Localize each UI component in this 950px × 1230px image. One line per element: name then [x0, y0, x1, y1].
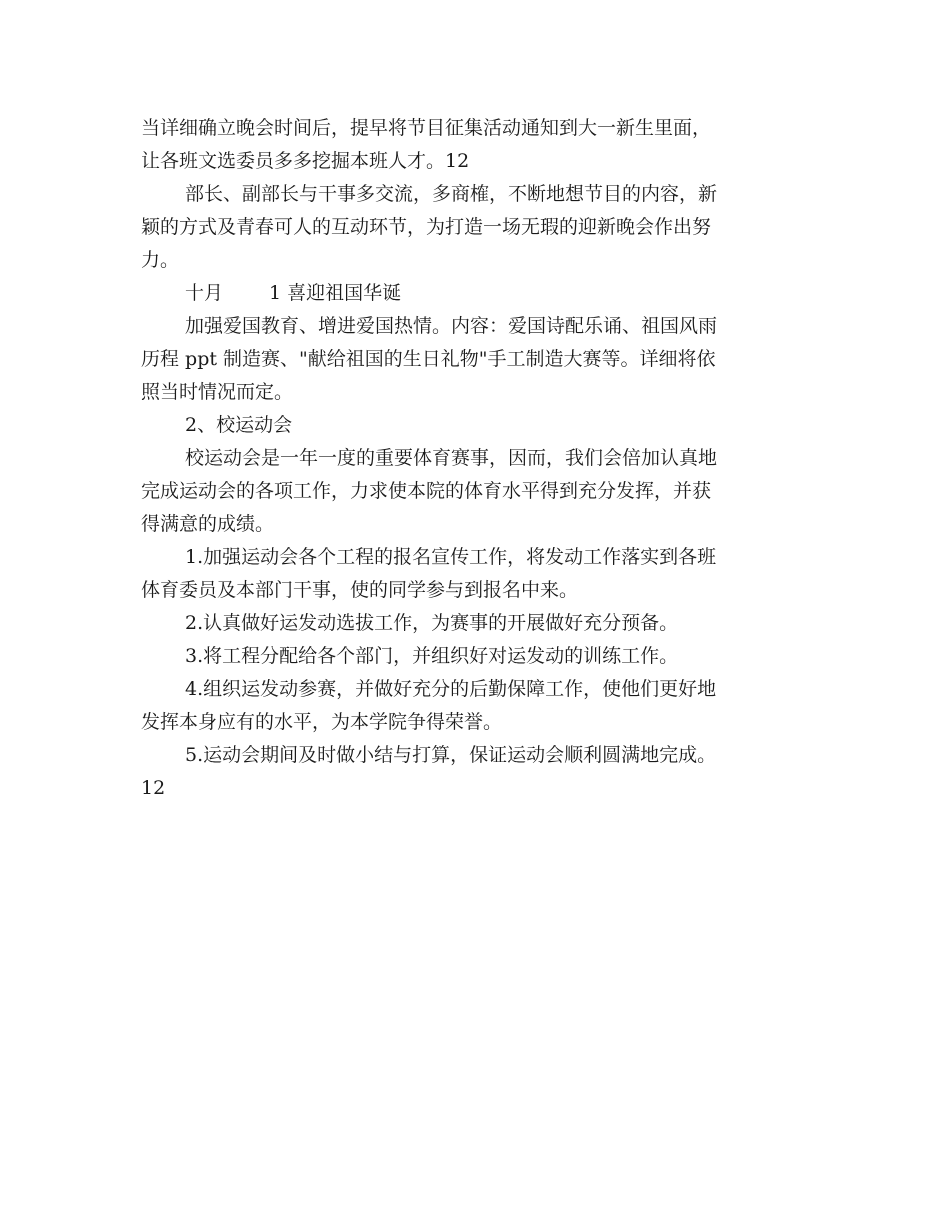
- text-line: 发挥本身应有的水平，为本学院争得荣誉。: [141, 711, 503, 733]
- list-item-3: [141, 640, 813, 673]
- text-line: 历程 ppt 制造赛、"献给祖国的生日礼物"手工制造大赛等。详细将依: [141, 348, 716, 370]
- text-line: 力。: [141, 249, 180, 271]
- heading-item: 1 喜迎祖国华诞: [269, 282, 402, 304]
- text-line: 3.将工程分配给各个部门，并组织好对运发动的训练工作。: [185, 645, 679, 667]
- text-line: 加强爱国教育、增进爱国热情。内容：爱国诗配乐诵、祖国风雨: [185, 315, 718, 337]
- text-line: 当详细确立晚会时间后，提早将节目征集活动通知到大一新生里面，: [141, 117, 712, 139]
- text-line: 照当时情况而定。: [141, 381, 294, 403]
- text-line: 颖的方式及青春可人的互动环节，为打造一场无瑕的迎新晚会作出努: [141, 216, 712, 238]
- paragraph-patriotic-education: [141, 310, 813, 409]
- text-line: 体育委员及本部门干事，使的同学参与到报名中来。: [141, 579, 579, 601]
- text-line: 5.运动会期间及时做小结与打算，保证运动会顺利圆满地完成。: [185, 744, 717, 766]
- list-item-4: [141, 673, 813, 739]
- text-line: 4.组织运发动参赛，并做好充分的后勤保障工作，使他们更好地: [185, 678, 717, 700]
- text-line: 完成运动会的各项工作，力求使本院的体育水平得到充分发挥，并获: [141, 480, 712, 502]
- text-line: 2.认真做好运发动选拔工作，为赛事的开展做好充分预备。: [185, 612, 679, 634]
- text-line: 部长、副部长与干事多交流，多商榷，不断地想节目的内容，新: [185, 183, 718, 205]
- section-heading-october: [141, 277, 813, 310]
- heading-month: 十月: [185, 282, 224, 304]
- trailing-number: [141, 772, 813, 805]
- list-item-1: [141, 541, 813, 607]
- text-line: 1.加强运动会各个工程的报名宣传工作，将发动工作落实到各班: [185, 546, 717, 568]
- text-line: 校运动会是一年一度的重要体育赛事，因而，我们会倍加认真地: [185, 447, 718, 469]
- section-heading-sports-meet: [141, 409, 813, 442]
- text-line: 2、校运动会: [185, 414, 293, 436]
- paragraph-department-communication: [141, 178, 813, 277]
- paragraph-sports-meet-intro: [141, 442, 813, 541]
- document-page: [141, 112, 813, 805]
- list-item-2: [141, 607, 813, 640]
- text-line: 得满意的成绩。: [141, 513, 275, 535]
- paragraph-evening-prep: [141, 112, 813, 178]
- list-item-5: [141, 739, 813, 772]
- text-line: 让各班文选委员多多挖掘本班人才。12: [141, 150, 470, 172]
- text-line: 12: [141, 777, 166, 799]
